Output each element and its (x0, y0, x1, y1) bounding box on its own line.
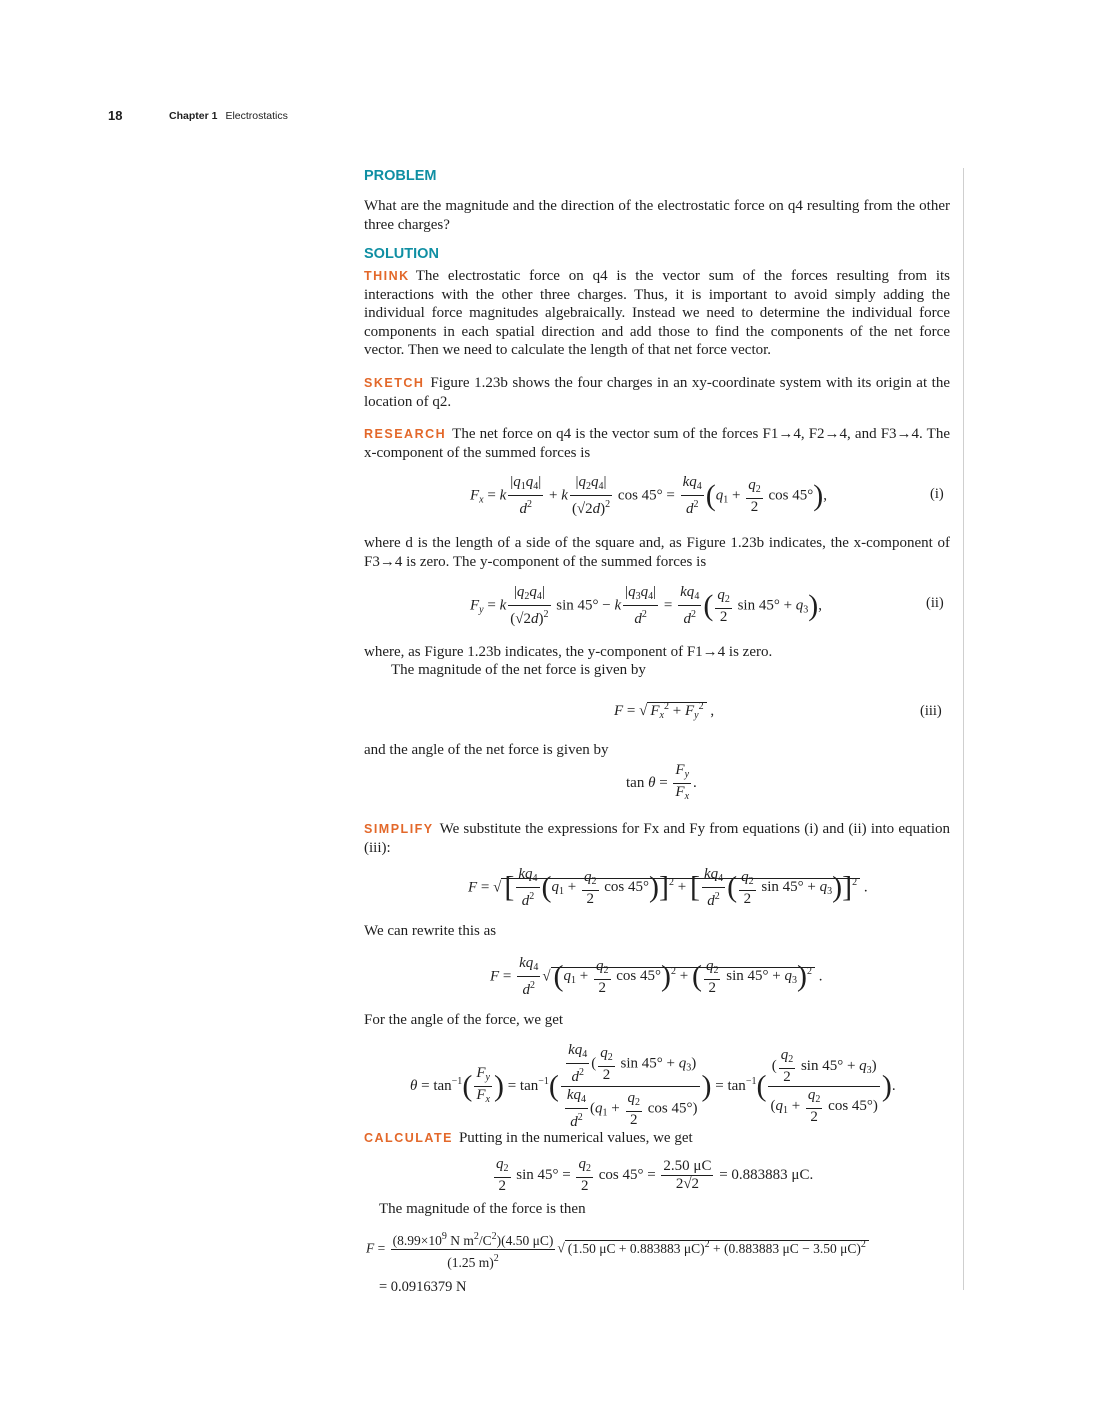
equation-f-magnitude: F = √ $F_x^2 + F_y^2$ , (614, 701, 715, 721)
after-eq1-text: where d is the length of a side of the square and, as Figure 1.23b indicates, the x-component of F3→4 is zero. The y-component of the summed forces is (364, 535, 950, 570)
eq3-tag: (iii) (920, 703, 942, 719)
magnitude-intro: The magnitude of the net force is given by (391, 662, 646, 678)
calculate-paragraph (364, 1129, 950, 1148)
think-paragraph (364, 267, 950, 360)
research-paragraph (364, 425, 950, 462)
think-label: THINK (364, 269, 410, 283)
simplify-label: SIMPLIFY (364, 822, 434, 836)
equation-theta: $\theta = \tan^{-1}$( $\frac{F_y}{F_x}$ ) = $\tan^{-1}$( $\frac{kq_4}{d^2}$ ( $\frac{q_2}{2}$ $\sin 45^\circ + q_3$) $\frac{kq_4}{d^2}$ ($q_1$ + $\frac{q_2}{2}$ cos 45°) ) = $\tan^{-1}$( ( $\frac{q_2}{2}$ $\sin 45^\circ + q_3$) ($q_1$ + $\frac{q_2}{2}$ cos 45°) ). (410, 1042, 896, 1130)
research-text: The net force on q4 is the vector sum of the forces F1→4, F2→4, and F3→4. The x-component of the summed forces is (364, 426, 950, 461)
equation-fy: $F_y = k$ $\frac{|q_2q_4|}{(√2d)^2}$ sin 45° − k $\frac{|q_3q_4|}{d^2}$ = $\frac{kq_4}{d^2}$ ( $\frac{q_2}{2}$ $\sin 45^\circ + q_3$), (470, 584, 823, 627)
equation-fx: $F_x = k$ $\frac{|q_1q_4|}{d^2}$ + k $\frac{|q_2q_4|}{(√2d)^2}$ cos 45° = $\frac{kq_4}{d^2}$ ($q_1$ + $\frac{q_2}{2}$ cos 45°), (470, 474, 828, 517)
equation-f-rewritten: F = $\frac{kq_4}{d^2}$ √ ($q_1$ + $\frac{q_2}{2}$ cos 45°)$^2$ + ( $\frac{q_2}{2}$ $\sin 45^\circ + q_3)^2$ . (490, 955, 823, 998)
running-header (169, 110, 288, 122)
equation-tan-theta: tan θ = $\frac{F_y}{F_x}$ . (626, 762, 697, 802)
magnitude-then-text: The magnitude of the force is then (379, 1201, 586, 1217)
problem-heading: PROBLEM (364, 168, 437, 184)
research-label: RESEARCH (364, 427, 447, 441)
equation-f-numeric: F = $\frac{(8.99\times 10^9 N m^2/C^2)(4.50 \mu C)}{(1.25 m)^2}$ √ (1.50 μC + 0.883883 μC)$^2$ + (0.883883 μC − 3.50 μC)$^2$ (366, 1228, 869, 1271)
angle-intro: and the angle of the net force is given by (364, 742, 609, 758)
force-result: = 0.0916379 N (379, 1279, 467, 1295)
equation-q2-numeric: $\frac{q_2}{2}$ sin 45° = $\frac{q_2}{2}$ cos 45° = $\frac{2.50 \mu C}{2√2}$ = 0.883883 μC. (496, 1156, 814, 1194)
solution-heading: SOLUTION (364, 246, 439, 262)
problem-text: What are the magnitude and the direction of the electrostatic force on q4 resulting from the other three charges? (364, 198, 950, 233)
sketch-label: SKETCH (364, 376, 425, 390)
chapter-title: Electrostatics (225, 110, 288, 122)
calc-charge: 2.50 μC (663, 1158, 712, 1174)
simplify-text: We substitute the expressions for Fx and Fy from equations (i) and (ii) into equation (iii): (364, 821, 950, 856)
eq2-tag: (ii) (926, 595, 944, 611)
think-text: The electrostatic force on q4 is the vector sum of the forces resulting from its interactions with the other three charges. Thus, it is important to avoid simply adding the individual force magnitudes algebraically. Instead we need to determine the individual force components in each spatial direction and add those to find the components of the net force vector. Then we need to calculate the length of that net force vector. (364, 268, 950, 358)
rewrite-text: We can rewrite this as (364, 923, 497, 939)
after-eq2-text: where, as Figure 1.23b indicates, the y-component of F1→4 is zero. (364, 644, 773, 660)
page-number: 18 (108, 108, 123, 123)
sketch-text: Figure 1.23b shows the four charges in an xy-coordinate system with its origin at the location of q2. (364, 375, 950, 410)
equation-f-substituted: F = √ [ $\frac{kq_4}{d^2}$ ($q_1$ + $\frac{q_2}{2}$ cos 45°)]$^2$ + [ $\frac{kq_4}{d^2}$ ( $\frac{q_2}{2}$ $\sin 45^\circ + q_3)]^2$ . (468, 866, 868, 909)
sketch-paragraph (364, 374, 950, 411)
calc-value: = 0.883883 μC. (719, 1166, 814, 1183)
calculate-text: Putting in the numerical values, we get (458, 1130, 693, 1146)
margin-rule (963, 168, 964, 1290)
angle-force-text: For the angle of the force, we get (364, 1012, 564, 1028)
chapter-label: Chapter 1 (169, 110, 218, 122)
eq1-tag: (i) (930, 486, 944, 502)
calculate-label: CALCULATE (364, 1131, 453, 1145)
simplify-paragraph (364, 820, 950, 857)
